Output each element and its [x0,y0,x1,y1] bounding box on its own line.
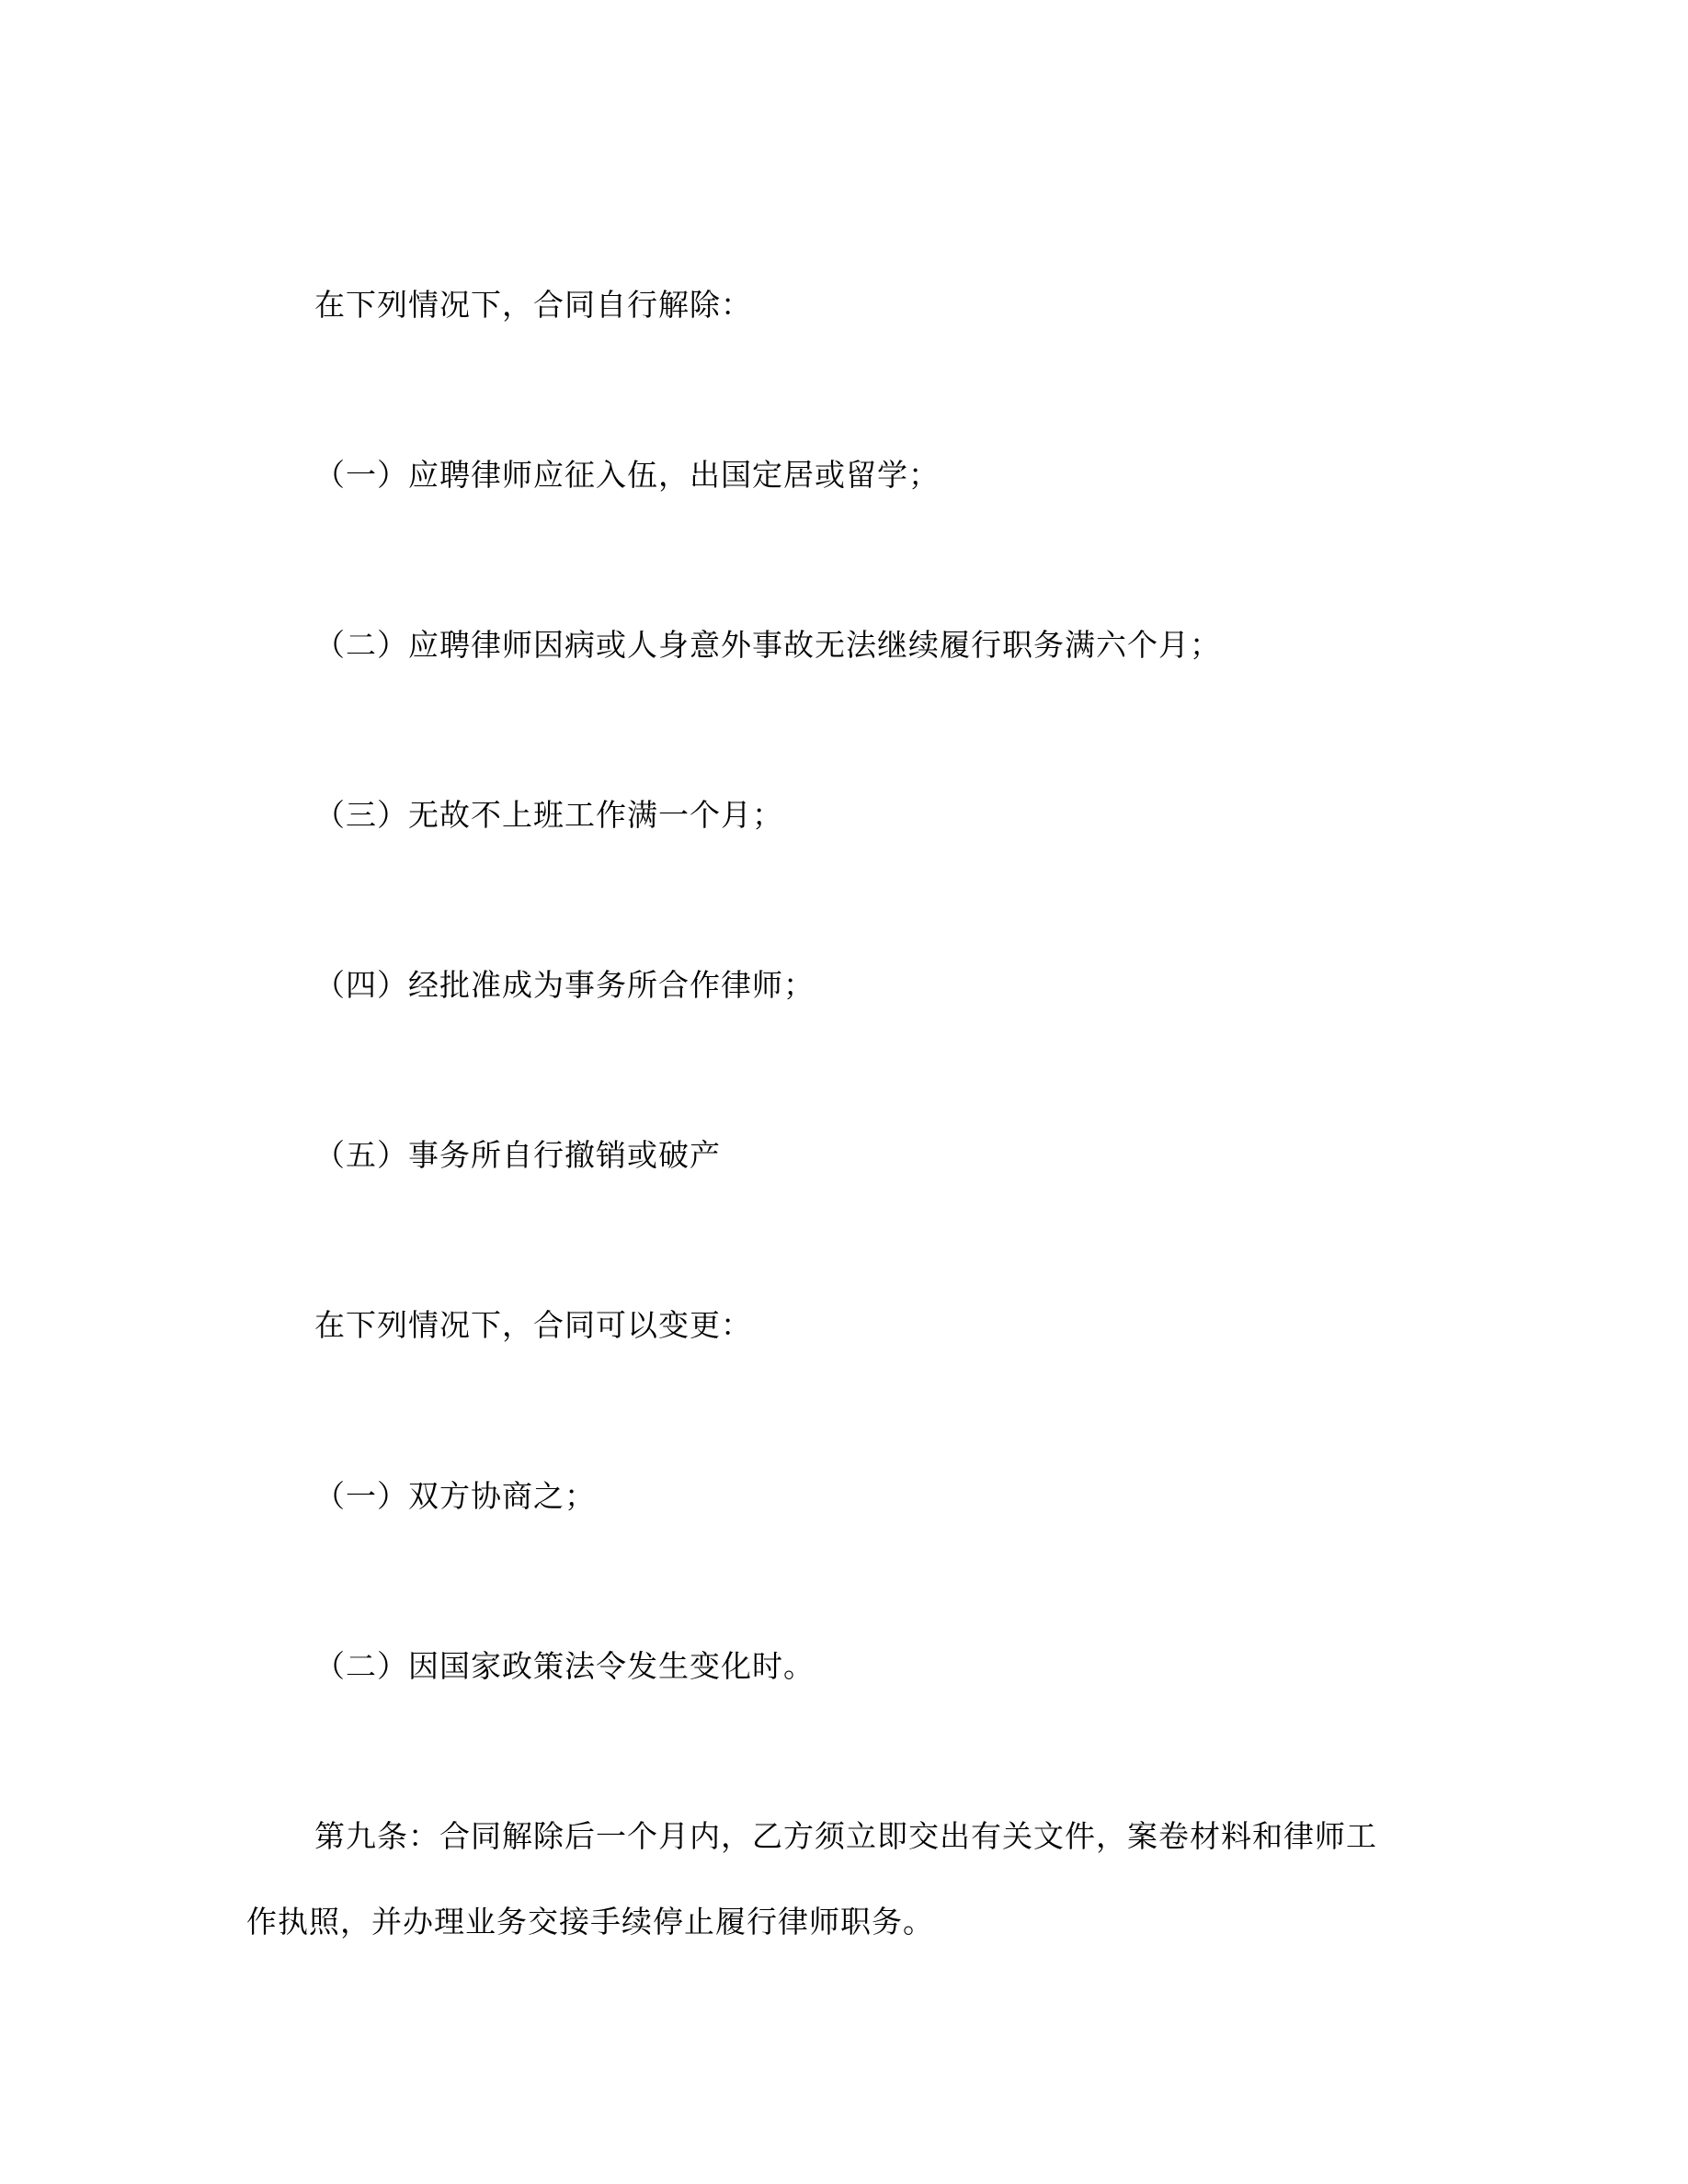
list-item-termination-4: （四）经批准成为事务所合作律师； [314,967,815,1003]
list-item-termination-2: （二）应聘律师因病或人身意外事故无法继续履行职务满六个月； [314,627,1221,663]
list-item-change-1: （一）双方协商之； [314,1478,596,1514]
list-item-change-2: （二）因国家政策法令发生变化时。 [314,1648,815,1684]
paragraph-change-intro: 在下列情况下，合同可以变更： [314,1307,752,1343]
article-nine-line-1: 第九条：合同解除后一个月内，乙方须立即交出有关文件，案卷材料和律师工 [314,1818,1377,1854]
list-item-termination-5: （五）事务所自行撤销或破产 [314,1137,721,1173]
list-item-termination-3: （三）无故不上班工作满一个月； [314,797,783,833]
list-item-termination-1: （一）应聘律师应征入伍，出国定居或留学； [314,457,940,493]
article-nine-line-2: 作执照，并办理业务交接手续停止履行律师职务。 [246,1904,934,1939]
paragraph-termination-intro: 在下列情况下，合同自行解除： [314,287,752,323]
